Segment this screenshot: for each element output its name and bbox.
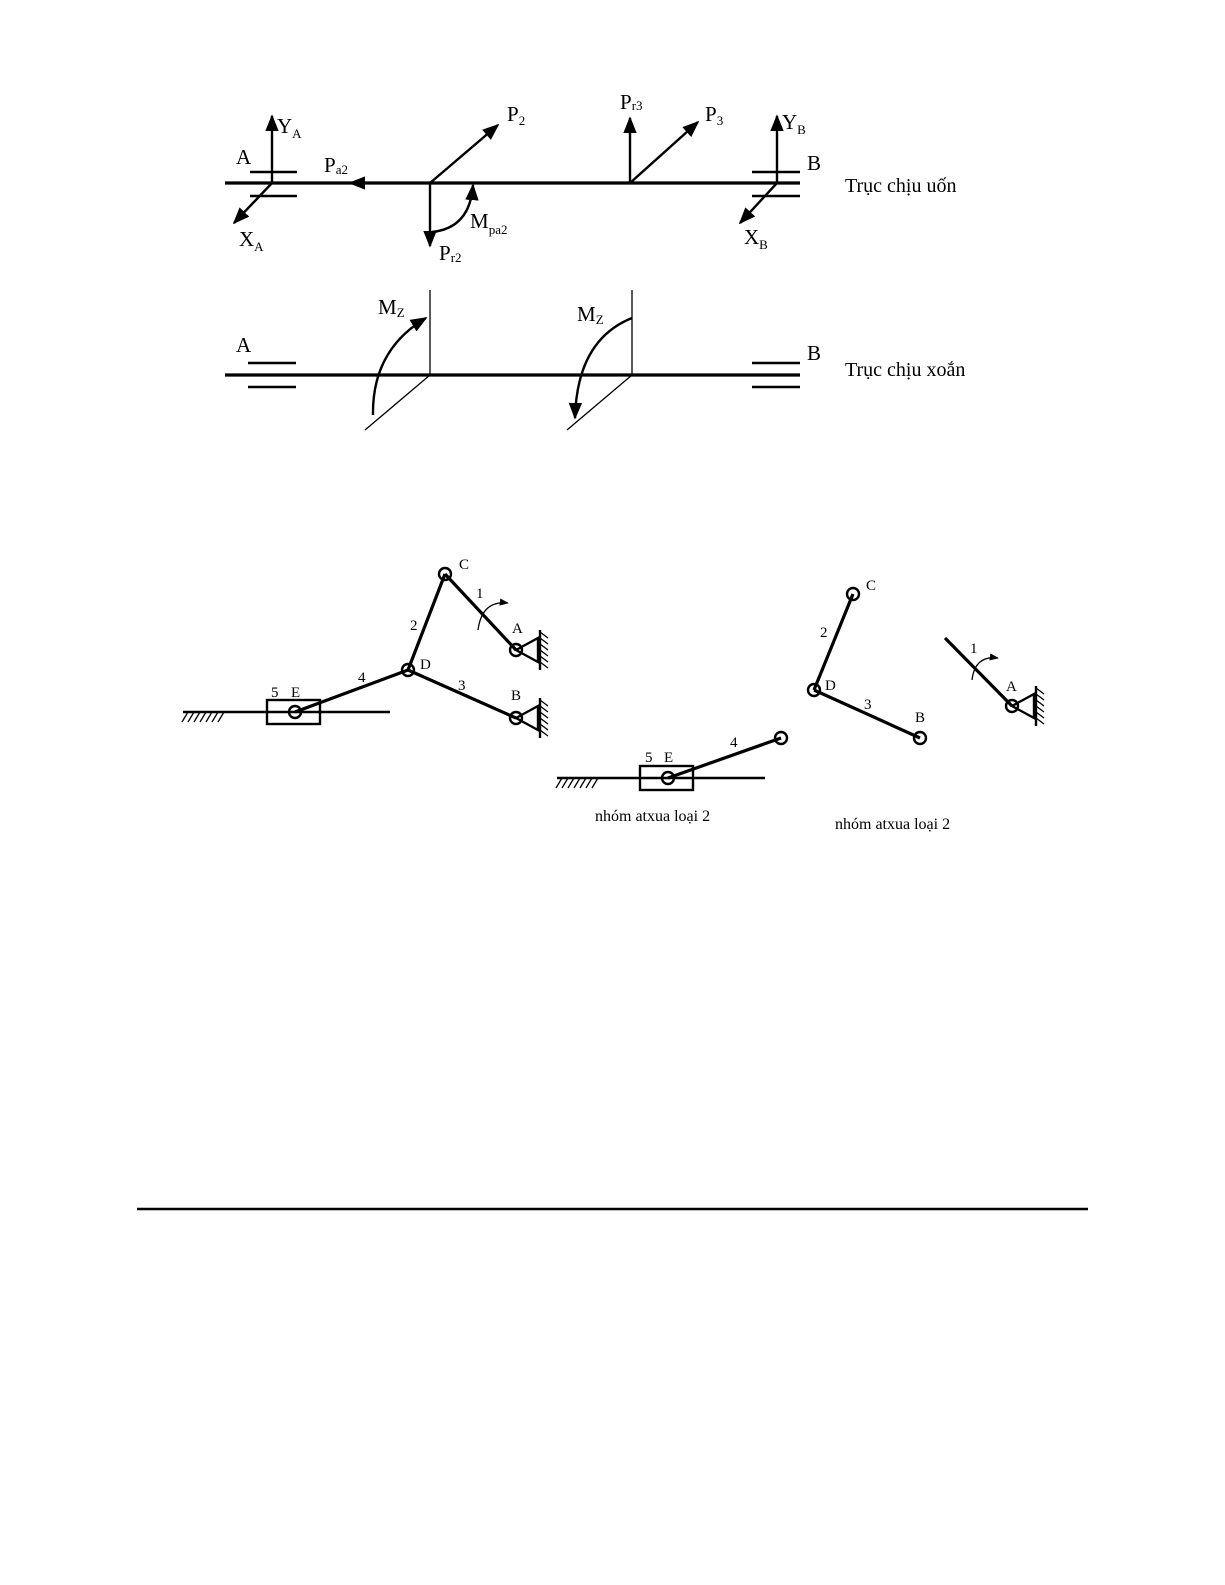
bending-diagram (225, 90, 956, 265)
group2-caption: nhóm atxua loại 2 (835, 816, 951, 833)
mz2-label: MZ (577, 302, 604, 327)
ground-hatch-2 (556, 778, 598, 788)
mechanism-diagram (182, 557, 548, 738)
label-link-2-group: 2 (820, 625, 828, 641)
link-4-group (668, 738, 781, 778)
link-1-group (945, 638, 1012, 706)
mz1-label: MZ (378, 295, 405, 320)
point-b2-label: B (807, 341, 822, 365)
label-link-1: 1 (476, 586, 484, 602)
label-a-group: A (1006, 679, 1017, 695)
link-2-group (814, 594, 853, 690)
force-xa-arrow (234, 183, 272, 223)
yb-label: $Y_B$ (782, 110, 806, 137)
label-link-5-group: 5 (645, 750, 653, 766)
moment-mpa2-arrow (432, 185, 473, 232)
support-a-group (1012, 694, 1034, 718)
group1-caption: nhóm atxua loại 2 (595, 808, 711, 825)
link-4 (295, 670, 408, 712)
ground-hatch-1 (182, 712, 224, 722)
mpa2-label: $M_{pa2}$ (470, 209, 508, 237)
bending-caption: Trục chịu uốn (845, 175, 957, 197)
xa-label: $X_A$ (239, 227, 264, 254)
pr2-label: Pr2 (439, 241, 462, 265)
label-d: D (420, 657, 431, 673)
support-b (516, 698, 548, 738)
pr3-label: Pr3 (620, 90, 643, 114)
pa2-label: Pa2 (324, 153, 348, 177)
p3-label: P3 (705, 102, 724, 128)
torsion-diagram (225, 290, 965, 430)
label-link-3: 3 (458, 678, 466, 694)
label-b: B (511, 688, 522, 704)
label-link-2: 2 (410, 618, 418, 634)
point-a2-label: A (236, 333, 252, 357)
plane1-diagonal (365, 375, 430, 430)
label-link-4-group: 4 (730, 735, 738, 751)
label-e-group: E (664, 750, 674, 766)
label-b-group: B (915, 710, 926, 726)
decomposition-diagram (556, 578, 1044, 833)
p2-label: P2 (507, 102, 526, 128)
label-e: E (291, 685, 301, 701)
force-p2-arrow (430, 125, 498, 183)
label-d-group: D (825, 678, 836, 694)
xb-label: $X_B$ (744, 225, 768, 252)
label-link-3-group: 3 (864, 697, 872, 713)
point-b-label: B (807, 151, 822, 175)
label-a: A (512, 621, 523, 637)
point-a-label: A (236, 145, 252, 169)
torsion-caption: Trục chịu xoắn (845, 359, 966, 381)
ya-label: $Y_A$ (277, 114, 302, 141)
label-c-group: C (866, 578, 877, 594)
label-link-1-group: 1 (970, 641, 978, 657)
force-xb-arrow (740, 183, 777, 223)
label-link-4: 4 (358, 670, 366, 686)
label-c: C (459, 557, 470, 573)
moment2-arrow (575, 318, 632, 418)
label-link-5: 5 (271, 685, 279, 701)
force-p3-arrow (630, 122, 698, 183)
